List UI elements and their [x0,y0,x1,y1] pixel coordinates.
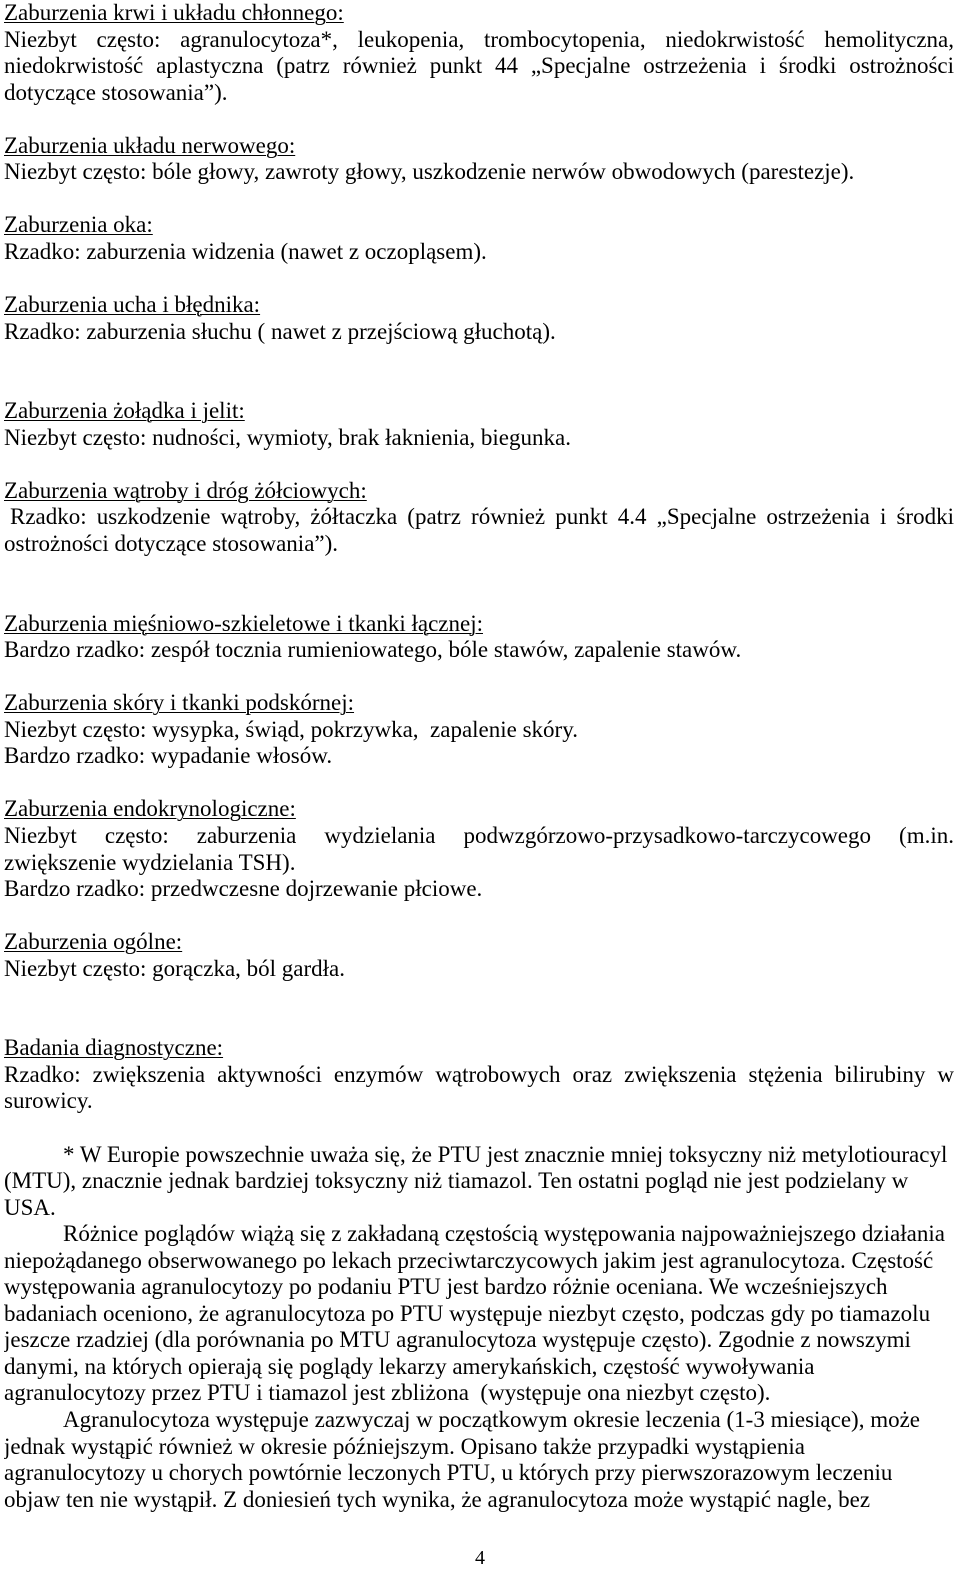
section-hepatobiliary [4,478,954,558]
body-line: ostrożności dotyczące stosowania”). [4,530,339,556]
footnote-line: * W Europie powszechnie uważa się, że PTU jest znacznie mniej toksyczny niż metylotiouracyl [63,1141,948,1167]
section-eye [4,212,954,265]
body-line: Bardzo rzadko: przedwczesne dojrzewanie płciowe. [4,876,483,902]
section-nervous-system [4,133,954,186]
footnote-differences [4,1221,954,1407]
footnote-line: (MTU), znacznie jednak bardziej toksyczny niż tiamazol. Ten ostatni pogląd nie jest podzielany w [4,1168,909,1194]
body-line: Niezbyt często: zaburzenia wydzielania podwzgórzowo-przysadkowo-tarczycowego (m.in. [4,822,954,848]
footnote-line: Agranulocytoza występuje zazwyczaj w początkowym okresie leczenia (1-3 miesiące), może [63,1406,920,1432]
footnote-agranulocytosis [4,1407,954,1513]
footnote-line: jeszcze rzadziej (dla porównania po MTU agranulocytoza występuje często). Zgodnie z nowszymi [4,1327,911,1353]
footnote-line: danymi, na których opierają się poglądy lekarzy amerykańskich, częstość wywoływania [4,1353,815,1379]
body-line: Bardzo rzadko: wypadanie włosów. [4,743,333,769]
section-heading: Zaburzenia układu nerwowego: [4,132,296,158]
body-line: Rzadko: zaburzenia widzenia (nawet z oczopląsem). [4,238,487,264]
section-blood-lymphatic [4,0,954,106]
body-line: Niezbyt często: agranulocytoza*, leukopenia, trombocytopenia, niedokrwistość hemolityczna, [4,26,954,52]
section-heading: Badania diagnostyczne: [4,1035,224,1061]
footnote-line: niepożądanego obserwowanego po lekach przeciwtarczycowych jakim jest agranulocytoza. Częstość [4,1247,934,1273]
section-diagnostics [4,1035,954,1115]
section-ear-labyrinth [4,292,954,345]
footnote-line: agranulocytozy u chorych powtórnie leczonych PTU, u których przy pierwszorazowym leczeniu [4,1460,893,1486]
section-heading: Zaburzenia krwi i układu chłonnego: [4,0,344,25]
page-number: 4 [475,1547,485,1569]
body-line: Bardzo rzadko: zespół tocznia rumieniowatego, bóle stawów, zapalenie stawów. [4,637,742,663]
footnote-line: USA. [4,1194,56,1220]
body-line: Niezbyt często: bóle głowy, zawroty głowy, uszkodzenie nerwów obwodowych (parestezje). [4,159,855,185]
section-heading: Zaburzenia oka: [4,212,153,238]
body-line: Niezbyt często: wysypka, świąd, pokrzywka, zapalenie skóry. [4,716,578,742]
footnote-line: agranulocytozy przez PTU i tiamazol jest zbliżona (występuje ona niezbyt często). [4,1380,771,1406]
footnote-line: jednak wystąpić również w okresie późniejszym. Opisano także przypadki wystąpienia [4,1433,805,1459]
footnote-line: badaniach oceniono, że agranulocytoza po PTU występuje niezbyt często, podczas gdy po tiamazolu [4,1300,931,1326]
footnote-europe [4,1142,954,1222]
body-line: niedokrwistość aplastyczna (patrz również punkt 44 „Specjalne ostrzeżenia i środki ostrożności [4,53,954,79]
body-line: Rzadko: zaburzenia słuchu ( nawet z przejściową głuchotą). [4,318,556,344]
footnote-line: objaw ten nie wystąpił. Z doniesień tych wynika, że agranulocytoza może wystąpić nagle, bez [4,1486,871,1512]
body-line: Niezbyt często: gorączka, ból gardła. [4,955,346,981]
section-heading: Zaburzenia mięśniowo-szkieletowe i tkanki łącznej: [4,610,483,636]
body-line: Rzadko: zwiększenia aktywności enzymów wątrobowych oraz zwiększenia stężenia bilirubiny w [4,1061,954,1087]
footnote-line: występowania agranulocytozy po podaniu PTU jest bardzo różnie oceniana. We wcześniejszych [4,1274,888,1300]
section-heading: Zaburzenia wątroby i dróg żółciowych: [4,477,367,503]
body-line: Niezbyt często: nudności, wymioty, brak łaknienia, biegunka. [4,424,571,450]
section-heading: Zaburzenia żołądka i jelit: [4,398,245,424]
section-general [4,929,954,982]
section-heading: Zaburzenia ucha i błędnika: [4,292,261,318]
section-heading: Zaburzenia endokrynologiczne: [4,796,296,822]
section-heading: Zaburzenia skóry i tkanki podskórnej: [4,690,355,716]
section-skin [4,690,954,770]
section-endocrine [4,796,954,902]
body-line: dotyczące stosowania”). [4,79,228,105]
body-line: Rzadko: uszkodzenie wątroby, żółtaczka (patrz również punkt 4.4 „Specjalne ostrzeżenia i środki [10,504,954,530]
section-gastrointestinal [4,398,954,451]
body-line: surowicy. [4,1088,93,1114]
body-line: zwiększenie wydzielania TSH). [4,849,296,875]
section-heading: Zaburzenia ogólne: [4,929,183,955]
document-content [4,0,954,1513]
footnote-line: Różnice poglądów wiążą się z zakładaną częstością występowania najpoważniejszego działania [63,1221,945,1247]
section-musculoskeletal [4,611,954,664]
